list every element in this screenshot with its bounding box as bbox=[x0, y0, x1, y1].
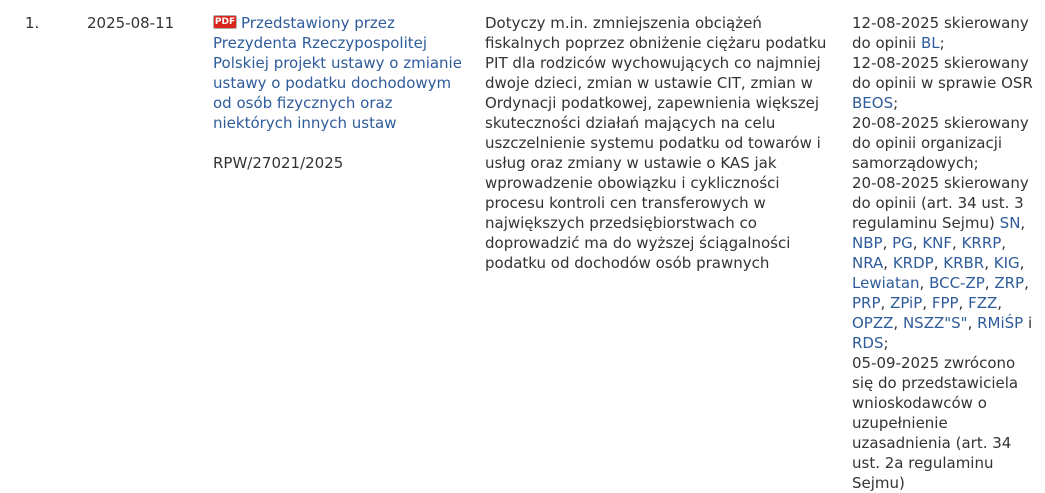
title-cell bbox=[213, 13, 473, 173]
opinion-org-link[interactable]: RDS bbox=[852, 334, 884, 352]
opinion-org-link[interactable]: OPZZ bbox=[852, 314, 894, 332]
procedure-cell bbox=[852, 13, 1037, 493]
opinion-org-links: SN, NBP, PG, KNF, KRRP, NRA, KRDP, KRBR, KIG, Lewiatan, BCC-ZP, ZRP, PRP, ZPiP, FPP, FZZ, OPZZ, NSZZ"S", RMiŚP i RDS bbox=[852, 214, 1033, 352]
row-date: 2025-08-11 bbox=[87, 14, 175, 32]
opinion-link-beos[interactable]: BEOS bbox=[852, 94, 894, 112]
opinion-org-link[interactable]: SN bbox=[999, 214, 1021, 232]
pdf-icon[interactable]: PDF bbox=[214, 17, 236, 27]
opinion-org-link[interactable]: NRA bbox=[852, 254, 884, 272]
opinion-org-link[interactable]: KNF bbox=[922, 234, 953, 252]
opinion-org-link[interactable]: NBP bbox=[852, 234, 883, 252]
opinion-org-link[interactable]: FPP bbox=[931, 294, 959, 312]
opinion-link-bl[interactable]: BL bbox=[920, 34, 940, 52]
rpw-signature: RPW/27021/2025 bbox=[213, 154, 344, 172]
opinion-org-link[interactable]: RMiŚP bbox=[977, 314, 1024, 332]
opinion-org-link[interactable]: KIG bbox=[993, 254, 1020, 272]
opinion-org-link[interactable]: ZPiP bbox=[890, 294, 923, 312]
proc-entry-3: 20-08-2025 skierowany do opinii organizacji samorządowych; bbox=[852, 114, 1029, 172]
opinion-org-link[interactable]: KRRP bbox=[961, 234, 1002, 252]
proc-entry-1: 12-08-2025 skierowany do opinii BL; bbox=[852, 14, 1029, 52]
bill-title-link[interactable]: Przedstawiony przez Prezydenta Rzeczypospolitej Polskiej projekt ustawy o zmianie ustawy o podatku dochodowym od osób fizycznych oraz niektórych innych ustaw bbox=[213, 14, 462, 132]
opinion-org-link[interactable]: ZRP bbox=[994, 274, 1025, 292]
opinion-org-link[interactable]: KRDP bbox=[892, 254, 934, 272]
proc-entry-5: 05-09-2025 zwrócono się do przedstawiciela wnioskodawców o uzupełnienie uzasadnienia (art. 34 ust. 2a regulaminu Sejmu) bbox=[852, 354, 1019, 492]
opinion-org-link[interactable]: PRP bbox=[852, 294, 881, 312]
opinion-org-link[interactable]: FZZ bbox=[968, 294, 998, 312]
proc-entry-4: 20-08-2025 skierowany do opinii (art. 34 ust. 3 regulaminu Sejmu) SN, NBP, PG, KNF, KRRP, NRA, KRDP, KRBR, KIG, Lewiatan, BCC-ZP, ZRP, PRP, ZPiP, FPP, FZZ, OPZZ, NSZZ"S", RMiŚP i RDS; bbox=[852, 174, 1033, 352]
row-number: 1. bbox=[25, 14, 40, 32]
opinion-org-link[interactable]: NSZZ"S" bbox=[902, 314, 968, 332]
opinion-org-link[interactable]: BCC-ZP bbox=[929, 274, 985, 292]
description-cell: Dotyczy m.in. zmniejszenia obciążeń fiskalnych poprzez obniżenie ciężaru podatku PIT dla rodziców wychowujących co najmniej dwoje dzieci, zmian w ustawie CIT, zmian w Ordynacji podatkowej, zapewnienia większej skuteczności działań mających na celu uszczelnienie systemu podatku od towarów i usług oraz zmiany w ustawie o KAS jak wprowadzenie obowiązku i cykliczności procesu kontroli cen transferowych w największych przedsiębiorstwach co doprowadzić ma do wyższej ściągalności podatku od dochodów osób prawnych bbox=[485, 14, 827, 272]
opinion-org-link[interactable]: PG bbox=[892, 234, 913, 252]
opinion-org-link[interactable]: KRBR bbox=[943, 254, 985, 272]
opinion-org-link[interactable]: Lewiatan bbox=[852, 274, 920, 292]
proc-entry-2: 12-08-2025 skierowany do opinii w sprawie OSR BEOS; bbox=[852, 54, 1033, 112]
